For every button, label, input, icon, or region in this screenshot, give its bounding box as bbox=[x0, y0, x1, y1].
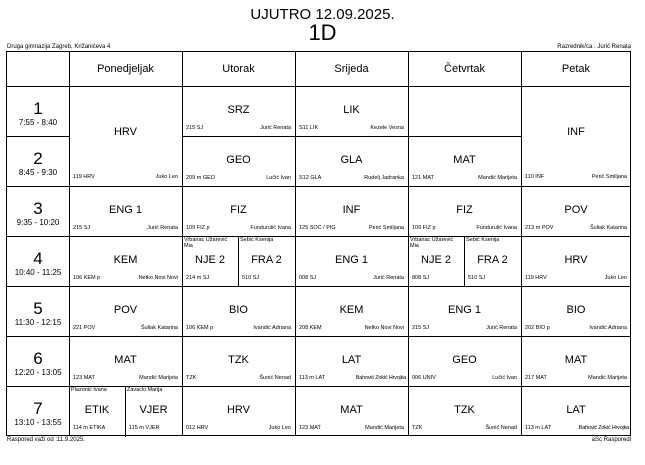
lesson-monday-3[interactable]: ENG 1 215 SJ Jurić Renata bbox=[73, 204, 178, 231]
period-7: 7 13:10 - 13:55 bbox=[14, 399, 62, 427]
lesson-wednesday-3[interactable]: INF 125 SOC / PIG Perić Smiljana bbox=[299, 204, 404, 231]
lesson-monday-7-group-a[interactable]: Plazonić Ivana ETIK 114 m ETIKA bbox=[71, 387, 110, 431]
lesson-tuesday-4-group-b[interactable]: Šebić Ksenija FRA 2 510 SJ bbox=[240, 237, 282, 281]
lesson-monday-6[interactable]: MAT 123 MAT Mandić Marijeta bbox=[73, 354, 178, 381]
lesson-friday-4[interactable]: HRV 119 HRV Juko Leo bbox=[525, 254, 627, 281]
lesson-tuesday-5[interactable]: BIO 106 KEM p Ivandić Adriana bbox=[186, 304, 291, 331]
day-header-thursday: Četvrtak bbox=[444, 63, 485, 75]
lesson-tuesday-3[interactable]: FIZ 109 FIZ p Fundurulić Ivana bbox=[186, 204, 291, 231]
lesson-friday-1-2[interactable]: INF 110 INF Perić Smiljana bbox=[525, 126, 627, 180]
lesson-thursday-5[interactable]: ENG 1 215 SJ Jurić Renata bbox=[412, 304, 517, 331]
day-header-friday: Petak bbox=[561, 63, 591, 75]
lesson-wednesday-5[interactable]: KEM 208 KEM Netko Novi Novi bbox=[299, 304, 404, 331]
lesson-monday-5[interactable]: POV 221 POV Šuliak Katarina bbox=[73, 304, 178, 331]
valid-from-note: Raspored važi od :11.9.2025. bbox=[7, 437, 85, 443]
period-1: 1 7:55 - 8:40 bbox=[18, 99, 58, 127]
lesson-monday-7-group-b[interactable]: Zavacki Marija VJER 115 m VJER bbox=[127, 387, 168, 431]
lesson-thursday-6[interactable]: GEO 006 UNIV Lučić Ivan bbox=[412, 354, 517, 381]
lesson-friday-6[interactable]: MAT 217 MAT Mandić Marijeta bbox=[525, 354, 627, 381]
lesson-tuesday-7[interactable]: HRV 012 HRV Juko Leo bbox=[186, 404, 291, 431]
software-credit: aSc Rasporedi bbox=[591, 437, 631, 443]
lesson-thursday-3[interactable]: FIZ 109 FIZ p Fundurulić Ivana bbox=[412, 204, 517, 231]
period-5: 5 11:30 - 12:15 bbox=[14, 299, 62, 327]
lesson-tuesday-6[interactable]: TZK TZK Šunić Nenad bbox=[186, 354, 291, 381]
lesson-wednesday-7[interactable]: MAT 123 MAT Mandić Marijeta bbox=[299, 404, 404, 431]
lesson-wednesday-6[interactable]: LAT 113 m LAT Bahović Zokić Hrvojka bbox=[299, 354, 406, 381]
lesson-tuesday-2[interactable]: GEO 209 m GEO Lučić Ivan bbox=[186, 154, 291, 181]
class-name: 1D bbox=[308, 20, 337, 45]
lesson-monday-1-2[interactable]: HRV 119 HRV Juko Leo bbox=[73, 126, 178, 180]
day-header-monday: Ponedjeljak bbox=[97, 63, 154, 75]
lesson-tuesday-4-group-a[interactable]: Vrbanac Užarević Mia NJE 2 214 m SJ bbox=[184, 237, 228, 281]
lesson-friday-3[interactable]: POV 213 m POV Šuliak Katarina bbox=[525, 204, 627, 231]
period-3: 3 9:35 - 10:20 bbox=[16, 199, 60, 227]
period-6: 6 12:20 - 13:05 bbox=[14, 349, 62, 377]
timetable-title: UJUTRO 12.09.2025. bbox=[250, 6, 395, 23]
lesson-thursday-4-group-a[interactable]: Vrbanac Užarević Mia NJE 2 808 SJ bbox=[410, 237, 454, 281]
lesson-friday-7[interactable]: LAT 113 m LAT Bahović Zokić Hrvojka bbox=[525, 404, 629, 431]
lesson-thursday-7[interactable]: TZK TZK Šunić Nenad bbox=[412, 404, 517, 431]
lesson-monday-4[interactable]: KEM 106 KEM p Netko Novi Novi bbox=[73, 254, 178, 281]
class-teacher: Razrednik/ca : Jurić Renata bbox=[557, 44, 631, 50]
lesson-thursday-1-empty bbox=[408, 86, 521, 136]
period-2: 2 8:45 - 9:30 bbox=[18, 149, 58, 177]
lesson-thursday-4-group-b[interactable]: Šebić Ksenija FRA 2 510 SJ bbox=[466, 237, 508, 281]
school-name: Druga gimnazija Zagreb, Križanićeva 4 bbox=[7, 44, 111, 50]
lesson-tuesday-1[interactable]: SRZ 215 SJ Jurić Renata bbox=[186, 104, 291, 131]
lesson-friday-5[interactable]: BIO 202 BIO p Ivandić Adriana bbox=[525, 304, 627, 331]
lesson-wednesday-4[interactable]: ENG 1 008 SJ Jurić Renata bbox=[299, 254, 404, 281]
period-4: 4 10:40 - 11:25 bbox=[14, 249, 62, 277]
lesson-wednesday-1[interactable]: LIK S11 LIK Kezele Vesna bbox=[299, 104, 404, 131]
day-header-tuesday: Utorak bbox=[222, 63, 255, 75]
lesson-wednesday-2[interactable]: GLA S12 GLA Rudelj Jadranka bbox=[299, 154, 404, 181]
lesson-thursday-2[interactable]: MAT 121 MAT Mandić Marijeta bbox=[412, 154, 517, 181]
timetable-grid bbox=[6, 51, 631, 436]
day-header-wednesday: Srijeda bbox=[334, 63, 369, 75]
